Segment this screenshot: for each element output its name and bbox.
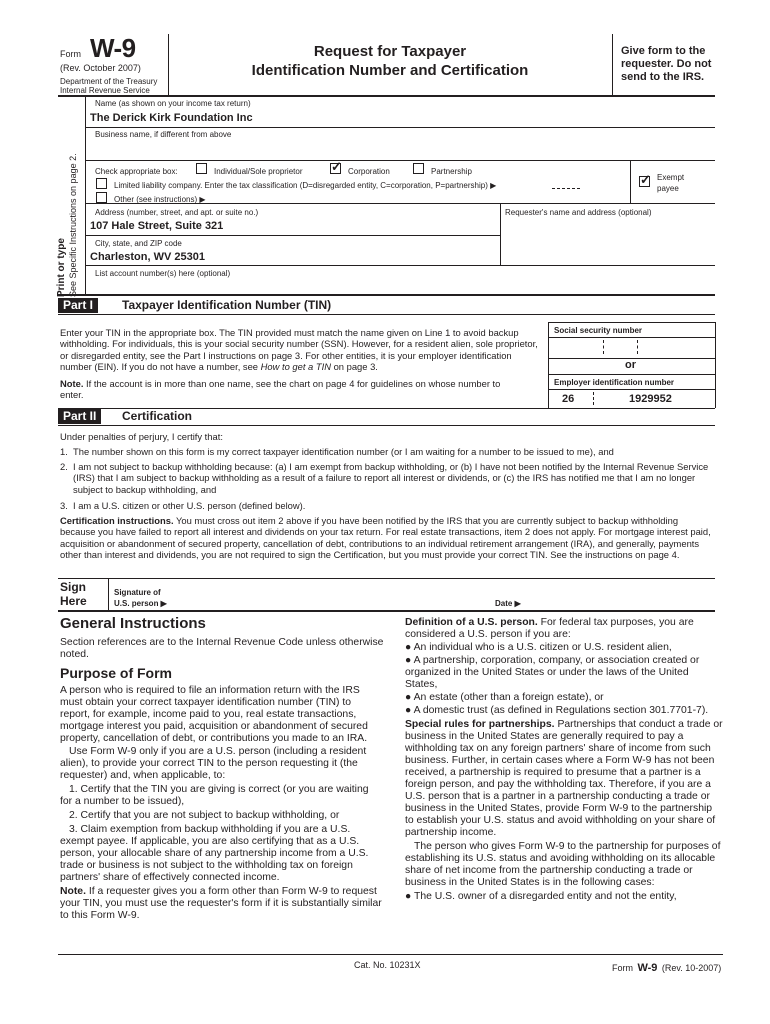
cert-intro: Under penalties of perjury, I certify that: [60,431,223,442]
title-line2: Identification Number and Certification [251,62,529,79]
ssn-field[interactable] [553,338,708,356]
ein-field[interactable] [553,390,708,407]
llc-label: Limited liability company. Enter the tax classification (D=disregarded entity, C=corporation, P=partnership) ▶ [114,181,497,190]
purpose-heading: Purpose of Form [60,665,173,681]
date-field[interactable] [535,590,710,609]
corporation-checkbox[interactable] [330,159,342,174]
ein-suffix: 1929952 [629,393,672,405]
partnership-label: Partnership [431,167,472,176]
city-label: City, state, and ZIP code [95,239,182,248]
give-form-notice: Give form to the requester. Do not send to the IRS. [621,45,712,83]
form-word: Form [60,49,81,59]
part2-title: Certification [122,409,193,423]
other-checkbox[interactable] [96,192,107,203]
cert-item-3: 3. I am a U.S. citizen or other U.S. person (defined below). [60,500,306,511]
signature-label: Signature of U.S. person ▶ [114,588,167,608]
general-instructions-heading: General Instructions [60,615,206,632]
part2-label: Part II [58,409,101,424]
check-label: Check appropriate box: [95,167,178,176]
business-name-label: Business name, if different from above [95,130,232,139]
exempt-payee-label: Exempt payee [657,173,685,193]
name-field[interactable]: The Derick Kirk Foundation Inc [90,112,253,124]
corporation-label: Corporation [348,167,390,176]
exempt-payee-checkbox[interactable] [639,172,651,187]
department: Department of the Treasury [60,77,158,86]
cert-item-1: 1. The number shown on this form is my correct taxpayer identification number (or I am waiting for a number to be issued to me), and [60,446,614,457]
exempt-check-icon: ✓ [640,172,651,187]
part1-label: Part I [58,298,98,313]
part1-title: Taxpayer Identification Number (TIN) [122,298,332,312]
service: Internal Revenue Service [60,86,150,95]
footer-form-id: Form W-9 (Rev. 10-2007) [612,962,722,974]
ein-label: Employer identification number [554,378,675,387]
date-label: Date ▶ [495,599,521,608]
name-label: Name (as shown on your income tax return) [95,99,251,108]
part1-note: Note. If the account is in more than one name, see the chart on page 4 for guidelines on whose number to enter. [60,378,501,401]
print-or-type: Print or type [56,238,67,297]
business-name-field[interactable] [90,143,490,157]
or-label: or [625,359,636,371]
individual-label: Individual/Sole proprietor [214,167,303,176]
purpose-text: A person who is required to file an information return with the IRS must obtain your correct taxpayer identification number (TIN) to report, for example, income paid to you, real estate transactions, mortgage interest you paid, acquisition or abandonment of secured property, cancellation of debt, or contributions you made to an IRA. Use Form W-9 only if you are a U.S. person (including a resident alien), to provide your correct TIN to the person requesting it (the requester) and, when applicable, to: 1. Certify that the TIN you are giving is correct (or you are waiting for a number to be issued), 2. Certify that you are not subject to backup withholding, or 3. Claim exemption from backup withholding if you are a U.S. exempt payee. If applicable, you are also certifying that as a U.S. person, your allocable share of any partnership income from a U.S. trade or business is not subject to the withholding tax on foreign partners' share of effectively connected income. Note. If a requester gives you a form other than Form W-9 to request your TIN, you must use the requester's form if it is substantially similar to this Form W-9. [60,685,382,921]
requester-label: Requester's name and address (optional) [505,208,652,217]
general-text: Section references are to the Internal Revenue Code unless otherwise noted. [60,637,384,660]
address-label: Address (number, street, and apt. or suite no.) [95,208,259,217]
revision: (Rev. October 2007) [60,63,141,73]
sign-here-label: Sign Here [60,580,87,608]
form-number: W-9 [90,33,136,63]
ein-prefix: 26 [562,393,575,405]
corporation-check-icon: ✓ [331,159,342,174]
city-field[interactable]: Charleston, WV 25301 [90,251,205,263]
side-instructions [56,107,67,297]
cat-number: Cat. No. 10231X [354,960,421,970]
llc-checkbox[interactable] [96,178,107,189]
llc-classification-field[interactable] [552,188,580,189]
individual-checkbox[interactable] [196,163,207,174]
title-line1: Request for Taxpayer [313,43,467,60]
see-specific-instructions: See Specific Instructions on page 2. [68,153,78,297]
partnership-checkbox[interactable] [413,163,424,174]
ssn-label: Social security number [554,326,643,335]
address-field[interactable]: 107 Hale Street, Suite 321 [90,220,224,232]
part1-text: Enter your TIN in the appropriate box. The TIN provided must match the name given on Line 1 to avoid backup withholding. For individuals, this is your social security number (SSN). However, for a resident alien, sole proprietor, or disregarded entity, see the Part I instructions on page 3. For other entities, it is your employer identification number (EIN). If you do not have a number, see How to get a TIN on page 3. [60,327,538,373]
cert-instructions: Certification instructions. You must cross out item 2 above if you have been notified by the IRS that you are currently subject to backup withholding because you have failed to report all interest and dividends on your tax return. For real estate transactions, item 2 does not apply. For mortgage interest paid, acquisition or abandonment of secured property, cancellation of debt, contributions to an individual retirement arrangement (IRA), and generally, payments other than interest and dividends, you are not required to sign the Certification, but you must provide your correct TIN. See the instructions on page 4. [60,515,711,561]
cert-item-2: 2. I am not subject to backup withholding because: (a) I am exempt from backup withholding, or (b) I have not been notified by the Internal Revenue Service (IRS) that I am subject to backup withholding as a result of a failure to report all interest or dividends, or (c) the IRS has notified me that I am no longer subject to backup withholding, and [60,461,709,495]
signature-field[interactable] [180,585,480,609]
definition-text: Definition of a U.S. person. For federal tax purposes, you are considered a U.S. person if you are: ● An individual who is a U.S. citizen or U.S. resident alien, ● A partnership, corporation, company, or association created or organized in the United States or under the laws of the United States, ● An estate (other than a foreign estate), or ● A domestic trust (as defined in Regulations section 301.7701-7). Special rules for partnerships. Partnerships that conduct a trade or business in the United States are generally required to pay a withholding tax on any foreign partners' share of income from such business. Further, in certain cases where a Form W-9 has not been received, a partnership is required to presume that a partner is a foreign person, and pay the withholding tax. Therefore, if you are a U.S. person that is a partner in a partnership conducting a trade or business in the United States, provide Form W-9 to the partnership to establish your U.S. status and avoid withholding on your share of partnership income. The person who gives Form W-9 to the partnership for purposes of establishing its U.S. status and avoiding withholding on its allocable share of net income from the partnership conducting a trade or business in the United States is in the following cases: ● The U.S. owner of a disregarded entity and not the entity, [405,617,723,902]
other-label: Other (see instructions) ▶ [114,195,206,204]
account-label: List account number(s) here (optional) [95,269,231,278]
